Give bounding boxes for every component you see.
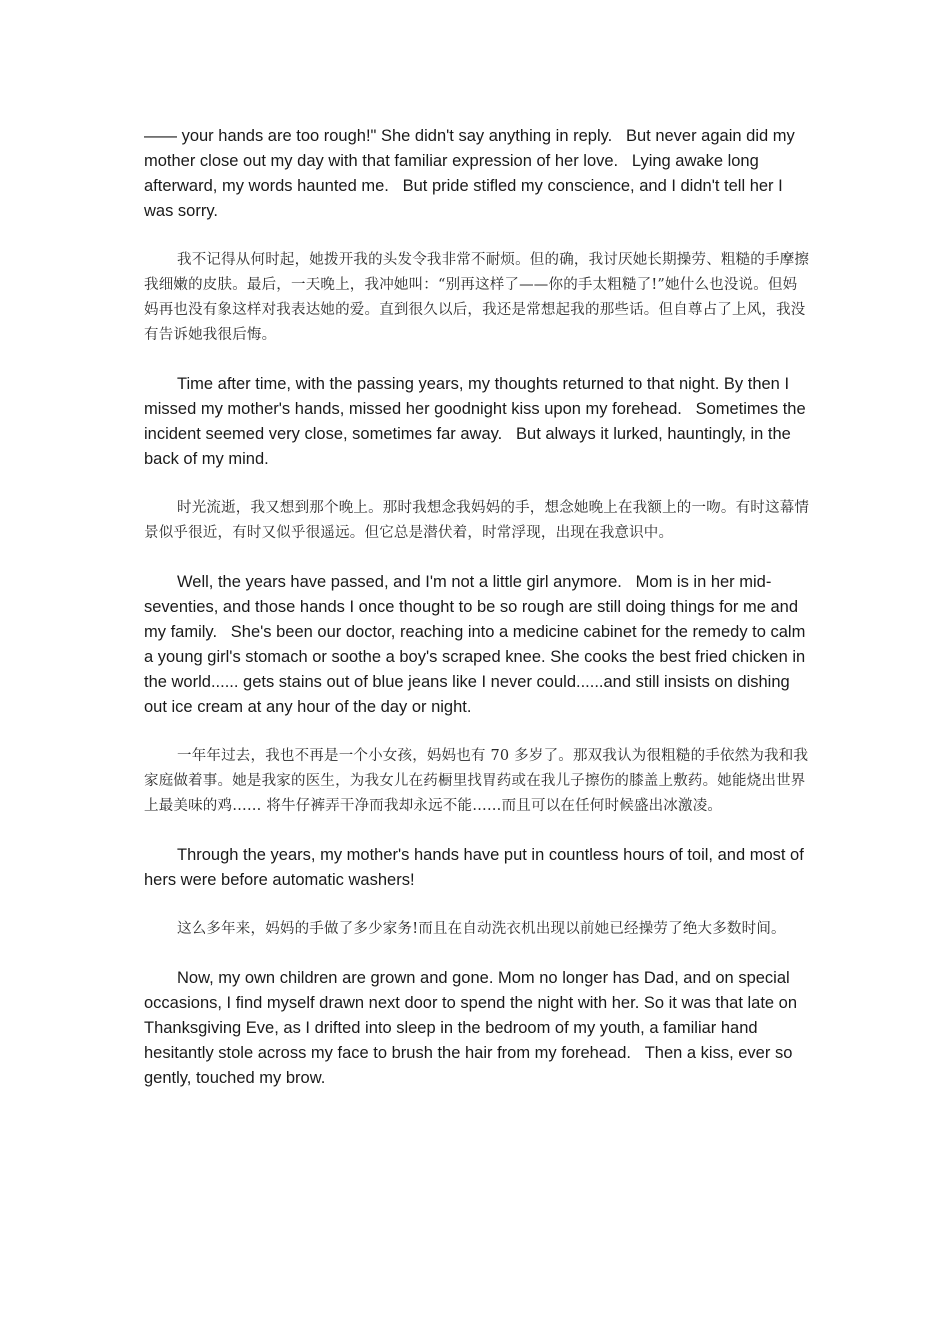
paragraph-en-3: Well, the years have passed, and I'm not a little girl anymore. Mom is in her mid-seventies, and those hands I once thought to be so rough are still doing things for me and my family. She's been our doctor, reaching into a medicine cabinet for the remedy to calm a young girl's stomach or soothe a boy's scraped knee. She cooks the best fried chicken in the world...... gets stains out of blue jeans like I never could......and still insists on dishing out ice cream at any hour of the day or night. [144, 573, 806, 716]
paragraph-gap [144, 942, 810, 966]
paragraph-gap [144, 720, 810, 744]
paragraph-en-5: Now, my own children are grown and gone. Mom no longer has Dad, and on special occasions, I find myself drawn next door to spend the night with her. So it was that late on Thanksgiving Eve, as I drifted into sleep in the bedroom of my youth, a familiar hand hesitantly stole across my face to brush the hair from my forehead. Then a kiss, ever so gently, touched my brow. [144, 969, 798, 1087]
paragraph-en-4: Through the years, my mother's hands have put in countless hours of toil, and most of hers were before automatic washers! [144, 846, 804, 889]
paragraph-gap [144, 546, 810, 570]
document-page [144, 124, 810, 1091]
paragraph-zh-1: 我不记得从何时起，她拨开我的头发令我非常不耐烦。但的确，我讨厌她长期操劳、粗糙的手摩擦我细嫩的皮肤。最后，一天晚上，我冲她叫：“别再这样了——你的手太粗糙了!”她什么也没说。但妈妈再也没有象这样对我表达她的爱。直到很久以后，我还是常想起我的那些话。但自尊占了上风，我没有告诉她我很后悔。 [144, 252, 810, 343]
paragraph-gap [144, 224, 810, 248]
paragraph-en-1: —— your hands are too rough!" She didn't say anything in reply. But never again did my mother close out my day with that familiar expression of her love. Lying awake long afterward, my words haunted me. But pride stifled my conscience, and I didn't tell her I was sorry. [144, 127, 795, 220]
paragraph-en-2: Time after time, with the passing years, my thoughts returned to that night. By then I missed my mother's hands, missed her goodnight kiss upon my forehead. Sometimes the incident seemed very close, sometimes far away. But always it lurked, hauntingly, in the back of my mind. [144, 375, 806, 468]
paragraph-gap [144, 893, 810, 917]
paragraph-zh-2: 时光流逝，我又想到那个晚上。那时我想念我妈妈的手，想念她晚上在我额上的一吻。有时这幕情景似乎很近，有时又似乎很遥远。但它总是潜伏着，时常浮现，出现在我意识中。 [144, 500, 810, 541]
paragraph-zh-3: 一年年过去，我也不再是一个小女孩，妈妈也有 70 多岁了。那双我认为很粗糙的手依然为我和我家庭做着事。她是我家的医生，为我女儿在药橱里找胃药或在我儿子擦伤的膝盖上敷药。她能烧出世界上最美味的鸡…… 将牛仔裤弄干净而我却永远不能……而且可以在任何时候盛出冰激凌。 [144, 748, 809, 814]
paragraph-gap [144, 472, 810, 496]
paragraph-gap [144, 819, 810, 843]
paragraph-zh-4: 这么多年来，妈妈的手做了多少家务!而且在自动洗衣机出现以前她已经操劳了绝大多数时间。 [177, 921, 786, 937]
paragraph-gap [144, 348, 810, 372]
